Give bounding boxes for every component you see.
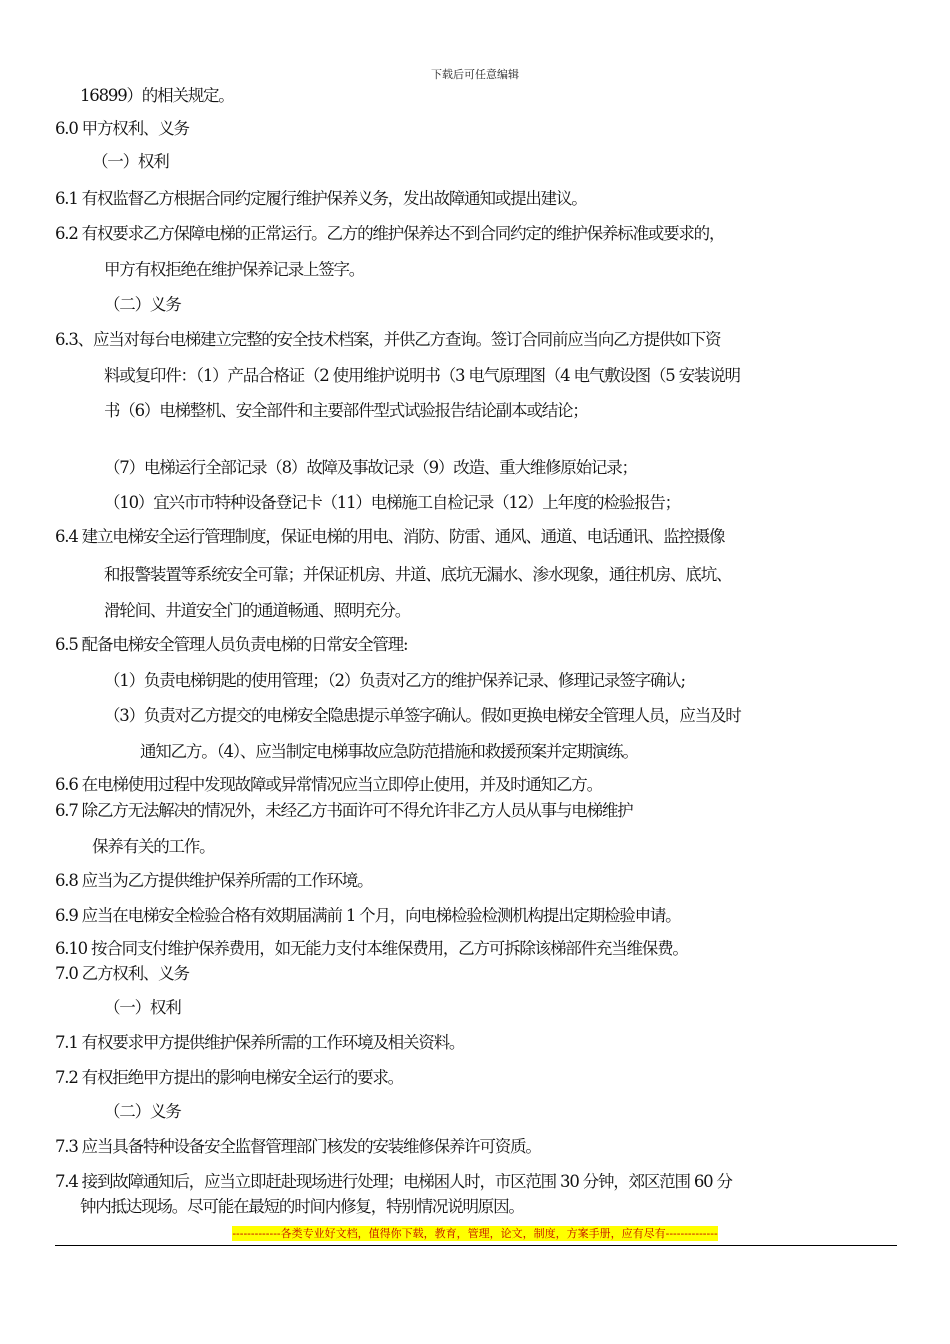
- clause-6-5-item: （3）负责对乙方提交的电梯安全隐患提示单签字确认。假如更换电梯安全管理人员，应当及时: [104, 706, 741, 725]
- clause-6-6: 6.6 在电梯使用过程中发现故障或异常情况应当立即停止使用，并及时通知乙方。: [55, 775, 602, 794]
- clause-6-7: 6.7 除乙方无法解决的情况外，未经乙方书面许可不得允许非乙方人员从事与电梯维护: [55, 801, 633, 820]
- clause-6-5-item-cont: 通知乙方。（4）、应当制定电梯事故应急防范措施和救援预案并定期演练。: [140, 742, 638, 761]
- clause-6-1: 6.1 有权监督乙方根据合同约定履行维护保养义务，发出故障通知或提出建议。: [55, 189, 587, 208]
- subsection-heading: （一）权利: [92, 152, 169, 171]
- clause-6-3-list: （10）宜兴市市特种设备登记卡（11）电梯施工自检记录（12）上年度的检验报告；: [104, 493, 680, 512]
- footer-rule: [55, 1245, 897, 1246]
- section-heading: 7.0 乙方权利、义务: [55, 964, 189, 983]
- clause-7-2: 7.2 有权拒绝甲方提出的影响电梯安全运行的要求。: [55, 1068, 403, 1087]
- clause-7-4: 7.4 接到故障通知后，应当立即赶赴现场进行处理；电梯困人时，市区范围 30 分钟，郊区范围 60 分: [55, 1172, 732, 1191]
- clause-6-3: 6.3、应当对每台电梯建立完整的安全技术档案，并供乙方查询。签订合同前应当向乙方提供如下资: [55, 330, 721, 349]
- clause-7-3: 7.3 应当具备特种设备安全监督管理部门核发的安装维修保养许可资质。: [55, 1137, 541, 1156]
- clause-6-8: 6.8 应当为乙方提供维护保养所需的工作环境。: [55, 871, 373, 890]
- clause-6-5-item: （1）负责电梯钥匙的使用管理；（2）负责对乙方的维护保养记录、修理记录签字确认;: [104, 671, 685, 690]
- section-heading: 6.0 甲方权利、义务: [55, 119, 189, 138]
- clause-6-3-cont: 书（6）电梯整机、安全部件和主要部件型式试验报告结论副本或结论；: [104, 401, 588, 420]
- clause-6-4-cont: 和报警装置等系统安全可靠；并保证机房、井道、底坑无漏水、渗水现象，通往机房、底坑、: [104, 565, 732, 584]
- clause-6-9: 6.9 应当在电梯安全检验合格有效期届满前 1 个月，向电梯检验检测机构提出定期检验申请。: [55, 906, 681, 925]
- text-line: 16899）的相关规定。: [80, 86, 234, 105]
- subsection-heading: （二）义务: [104, 295, 181, 314]
- subsection-heading: （一）权利: [104, 998, 181, 1017]
- subsection-heading: （二）义务: [104, 1102, 181, 1121]
- clause-6-5: 6.5 配备电梯安全管理人员负责电梯的日常安全管理:: [55, 635, 408, 654]
- clause-6-4-cont: 滑轮间、井道安全门的通道畅通、照明充分。: [104, 601, 411, 620]
- footer-banner-text: -------------各类专业好文档，值得你下载，教育，管理，论文，制度，方案手册，应有尽有--------------: [232, 1227, 718, 1240]
- clause-6-4: 6.4 建立电梯安全运行管理制度，保证电梯的用电、消防、防雷、通风、通道、电话通讯、监控摄像: [55, 527, 725, 546]
- clause-6-10: 6.10 按合同支付维护保养费用，如无能力支付本维保费用，乙方可拆除该梯部件充当维保费。: [55, 939, 688, 958]
- clause-6-2: 6.2 有权要求乙方保障电梯的正常运行。乙方的维护保养达不到合同约定的维护保养标准或要求的，: [55, 224, 725, 243]
- footer-banner: [0, 1226, 950, 1242]
- header-note: 下载后可任意编辑: [431, 68, 519, 81]
- clause-6-7-cont: 保养有关的工作。: [92, 837, 215, 856]
- clause-6-2-cont: 甲方有权拒绝在维护保养记录上签字。: [104, 260, 365, 279]
- clause-6-3-list: （7）电梯运行全部记录（8）故障及事故记录（9）改造、重大维修原始记录；: [104, 458, 637, 477]
- clause-7-1: 7.1 有权要求甲方提供维护保养所需的工作环境及相关资料。: [55, 1033, 465, 1052]
- clause-7-4-cont: 钟内抵达现场。尽可能在最短的时间内修复，特别情况说明原因。: [80, 1197, 524, 1216]
- clause-6-3-cont: 料或复印件：（1）产品合格证（2 使用维护说明书（3 电气原理图（4 电气敷设图（5 安装说明: [104, 366, 740, 385]
